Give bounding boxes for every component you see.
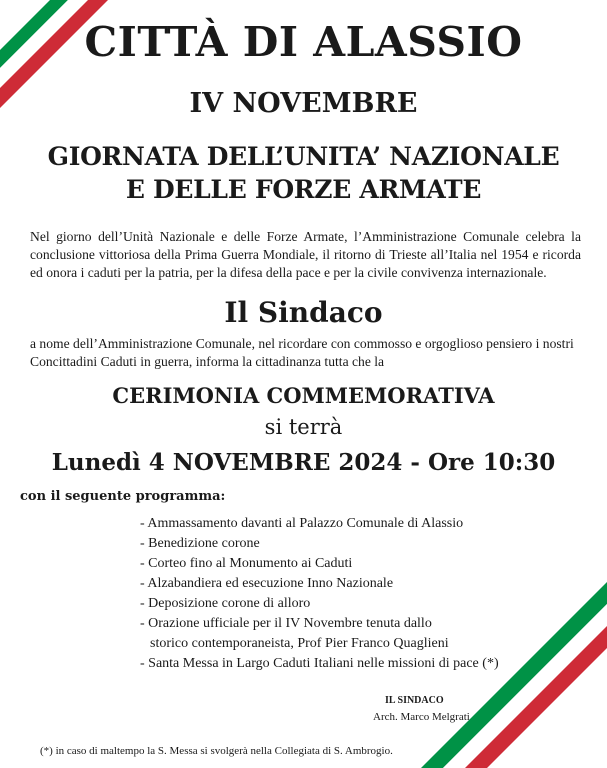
city-title: CITTÀ DI ALASSIO	[84, 18, 523, 66]
program-heading: con il seguente programma:	[20, 489, 226, 504]
date-title: IV NOVEMBRE	[189, 88, 418, 119]
ceremony-will-be-held: si terrà	[264, 415, 343, 439]
program-item: - Benedizione corone	[140, 536, 260, 551]
sindaco-text: a nome dell’Amministrazione Comunale, nel ricordare con commosso e orgoglioso pensiero i nostri Concittadini Caduti in guerra, informa la cittadinanza tutta che la	[30, 336, 574, 369]
subtitle-line2: E DELLE FORZE ARMATE	[125, 175, 482, 204]
ceremony-title: CERIMONIA COMMEMORATIVA	[112, 383, 495, 408]
sindaco-heading: Il Sindaco	[224, 296, 383, 329]
subtitle-line1: GIORNATA DELL’UNITA’ NAZIONALE	[47, 142, 560, 171]
subtitle	[0, 140, 607, 206]
footnote: (*) in caso di maltempo la S. Messa si svolgerà nella Collegiata di S. Ambrogio.	[40, 745, 393, 757]
program-item: - Ammassamento davanti al Palazzo Comunale di Alassio	[140, 516, 464, 531]
program-item: - Santa Messa in Largo Caduti Italiani nelle missioni di pace (*)	[140, 656, 499, 671]
ceremony-date: Lunedì 4 NOVEMBRE 2024 - Ore 10:30	[51, 449, 556, 476]
signature-title: IL SINDACO	[385, 695, 444, 706]
program-item-continuation: storico contemporaneista, Prof Pier Franco Quaglieni	[150, 636, 449, 651]
program-item: - Orazione ufficiale per il IV Novembre tenuta dallo	[140, 616, 432, 631]
program-item: - Corteo fino al Monumento ai Caduti	[140, 556, 353, 571]
intro-paragraph: Nel giorno dell’Unità Nazionale e delle Forze Armate, l’Amministrazione Comunale celebra la conclusione vittoriosa della Prima Guerra Mondiale, il ritorno di Trieste all’Italia nel 1954 e ricorda ed onora i caduti per la patria, per la difesa della pace e per la civile convivenza internazionale.	[30, 229, 581, 280]
program-item: - Deposizione corone di alloro	[140, 596, 311, 611]
signature-name: Arch. Marco Melgrati	[373, 711, 470, 723]
program-list	[140, 514, 499, 674]
program-item: - Alzabandiera ed esecuzione Inno Nazionale	[140, 576, 394, 591]
